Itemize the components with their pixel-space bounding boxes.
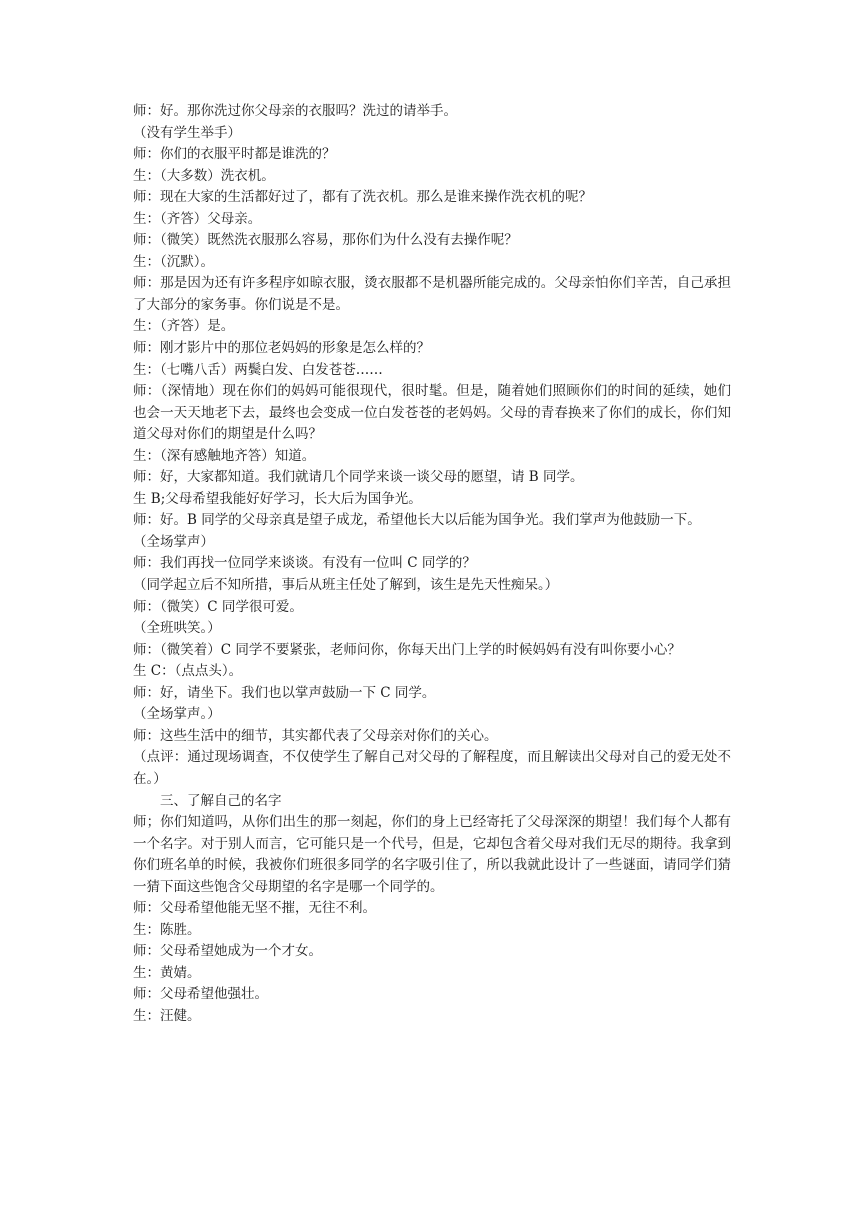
text-paragraph: 师：（深情地）现在你们的妈妈可能很现代，很时髦。但是，随着她们照顾你们的时间的延续，她们也会一天天地老下去，最终也会变成一位白发苍苍的老妈妈。父母的青春换来了你们的成长，你们知道父母对你们的期望是什么吗？	[133, 383, 731, 443]
text-line: 师：现在大家的生活都好过了，都有了洗衣机。那么是谁来操作洗衣机的呢？	[133, 189, 592, 206]
text-line: 生：（大多数）洗衣机。	[133, 167, 275, 184]
text-line: 师：父母希望他强壮。	[133, 986, 268, 1003]
text-line: （全班哄笑。）	[133, 620, 221, 637]
text-line: （全场掌声）	[133, 533, 214, 550]
text-line: 师：好，请坐下。我们也以掌声鼓励一下 C 同学。	[133, 684, 436, 701]
text-line: 师：父母希望他能无坚不摧，无往不利。	[133, 900, 376, 917]
text-line: 师：这些生活中的细节，其实都代表了父母亲对你们的关心。	[133, 727, 498, 744]
text-line: 师：我们再找一位同学来谈谈。有没有一位叫 C 同学的？	[133, 555, 476, 572]
text-line: （全场掌声。）	[133, 706, 221, 723]
text-line: 生：黄婧。	[133, 964, 201, 981]
text-line: 师：（微笑）既然洗衣服那么容易，那你们为什么没有去操作呢？	[133, 232, 518, 249]
text-line: 生：（七嘴八舌）两鬓白发、白发苍苍……	[133, 361, 383, 378]
text-line: 生：（齐答）父母亲。	[133, 210, 262, 227]
commentary-paragraph: （点评：通过现场调查，不仅使学生了解自己对父母的了解程度，而且解读出父母对自己的爱无处不在。）	[133, 749, 731, 787]
text-line: 师：（微笑）C 同学很可爱。	[133, 598, 303, 615]
text-line: 师：好。那你洗过你父母亲的衣服吗？洗过的请举手。	[133, 103, 457, 119]
text-line: （没有学生举手）	[133, 124, 241, 141]
text-line: 生：（深有感触地齐答）知道。	[133, 447, 316, 464]
text-line: 师：刚才影片中的那位老妈妈的形象是怎么样的？	[133, 340, 430, 357]
text-line: 师：好，大家都知道。我们就请几个同学来谈一谈父母的愿望，请 B 同学。	[133, 469, 584, 486]
document-body	[133, 101, 731, 1028]
text-line: 生：（沉默）。	[133, 253, 214, 270]
text-line: 生：（齐答）是。	[133, 318, 235, 335]
text-paragraph: 师：好。B 同学的父母亲真是望子成龙，希望他长大以后能为国争光。我们掌声为他鼓励一下。	[133, 512, 701, 529]
text-line: 生 C：（点点头）。	[133, 663, 243, 680]
text-line: （同学起立后不知所措，事后从班主任处了解到，该生是先天性痴呆。）	[133, 577, 559, 594]
text-line: 生：汪健。	[133, 1007, 201, 1024]
text-line: 师：（微笑着）C 同学不要紧张，老师问你，你每天出门上学的时候妈妈有没有叫你要小心？	[133, 641, 681, 658]
text-line: 生 B;父母希望我能好好学习，长大后为国争光。	[133, 490, 422, 507]
text-line: 师：父母希望她成为一个才女。	[133, 943, 322, 960]
text-paragraph: 师：那是因为还有许多程序如晾衣服，烫衣服都不是机器所能完成的。父母亲怕你们辛苦，自己承担了大部分的家务事。你们说是不是。	[133, 275, 731, 313]
text-paragraph: 师；你们知道吗，从你们出生的那一刻起，你们的身上已经寄托了父母深深的期望！我们每个人都有一个名字。对于别人而言，它可能只是一个代号，但是，它却包含着父母对我们无尽的期待。我拿到你们班名单的时候，我被你们班很多同学的名字吸引住了，所以我就此设计了一些谜面，请同学们猜一猜下面这些饱含父母期望的名字是哪一个同学的。	[133, 814, 731, 895]
text-line: 师：你们的衣服平时都是谁洗的？	[133, 146, 336, 163]
section-heading: 三、了解自己的名字	[160, 792, 282, 809]
text-line: 生：陈胜。	[133, 921, 201, 938]
